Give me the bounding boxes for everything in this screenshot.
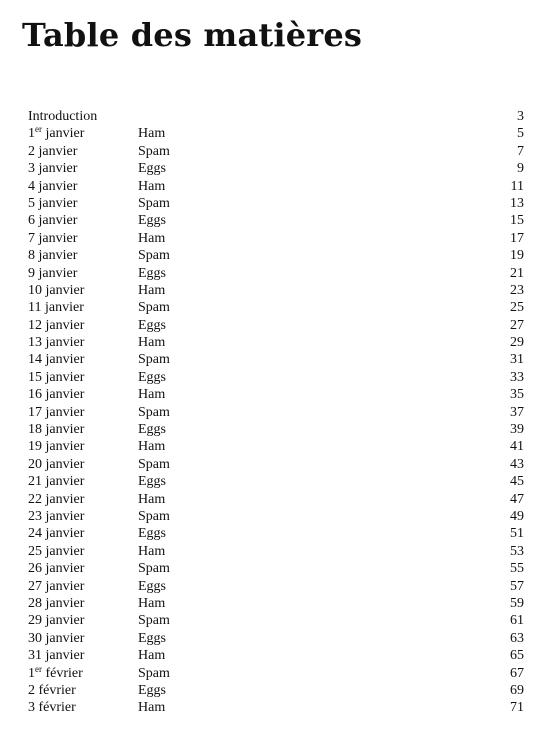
toc-entry-title: Eggs	[138, 213, 166, 229]
toc-entry-day: 18 janvier	[28, 422, 85, 438]
toc-entry-page-number: 23	[510, 282, 524, 298]
toc-entry-date	[28, 265, 77, 282]
toc-entry-title: Eggs	[138, 578, 166, 594]
toc-entry-page-number: 63	[510, 630, 524, 646]
toc-entry-page-number: 51	[510, 526, 524, 542]
toc-entry-date	[28, 317, 84, 334]
toc-entry-page-number: 69	[510, 682, 524, 698]
toc-entry-page-number: 25	[510, 300, 524, 316]
toc-entry-date	[28, 560, 84, 577]
toc-entry-day: 17 janvier	[28, 404, 85, 420]
toc-entry	[28, 473, 524, 490]
toc-entry-title: Spam	[138, 561, 170, 577]
toc-entry-date	[28, 665, 83, 682]
toc-entry-title: Spam	[138, 508, 170, 524]
toc-entry-title: Spam	[138, 456, 170, 472]
toc-entry-page-number: 67	[510, 665, 524, 681]
toc-entry-title: Spam	[138, 352, 170, 368]
toc-entry-page-number: 37	[510, 404, 524, 420]
toc-entry-day: Introduction	[28, 109, 98, 124]
toc-entry	[28, 369, 524, 386]
toc-entry-day: 13 janvier	[28, 335, 85, 351]
toc-entry-title: Spam	[138, 248, 170, 264]
toc-entry	[28, 560, 524, 577]
toc-entry-date	[28, 125, 84, 142]
toc-entry	[28, 282, 524, 299]
toc-entry	[28, 438, 524, 455]
toc-entry-date	[28, 438, 84, 455]
toc-entry-title: Ham	[138, 439, 166, 455]
toc-entry	[28, 247, 524, 264]
toc-entry	[28, 647, 524, 664]
toc-entry	[28, 265, 524, 282]
toc-entry-title: Eggs	[138, 161, 166, 177]
toc-entry-date	[28, 456, 84, 473]
toc-entry-page-number: 33	[510, 369, 524, 385]
toc-entry-title: Ham	[138, 648, 166, 664]
toc-entry-day: 28 janvier	[28, 595, 85, 611]
toc-entry-title: Ham	[138, 543, 166, 559]
toc-entry-day: 1	[28, 665, 35, 681]
toc-entry-day: 26 janvier	[28, 561, 85, 577]
toc-entry-date	[28, 508, 84, 525]
toc-entry-page-number: 21	[510, 265, 524, 281]
toc-entry-page-number: 41	[510, 439, 524, 455]
toc-entry-title: Spam	[138, 300, 170, 316]
toc-entry	[28, 612, 524, 629]
toc-entry	[28, 508, 524, 525]
toc-entry-day: 12 janvier	[28, 317, 85, 333]
toc-entry-title: Ham	[138, 387, 166, 403]
toc-entry-page-number: 5	[517, 126, 524, 142]
toc-entry-page-number: 3	[517, 109, 524, 124]
toc-entry-day: 16 janvier	[28, 387, 85, 403]
toc-entry-day: 9 janvier	[28, 265, 78, 281]
toc-entry-title: Ham	[138, 595, 166, 611]
toc-entry-page-number: 43	[510, 456, 524, 472]
toc-entry-date	[28, 334, 84, 351]
toc-entry-day: 15 janvier	[28, 369, 85, 385]
toc-entry	[28, 230, 524, 247]
toc-entry	[28, 386, 524, 403]
toc-entry	[28, 665, 524, 682]
toc-entry-day: 14 janvier	[28, 352, 85, 368]
toc-entry-page-number: 29	[510, 335, 524, 351]
toc-entry-title: Ham	[138, 126, 166, 142]
toc-entry-day: 2 janvier	[28, 143, 78, 159]
toc-entry-date	[28, 212, 77, 229]
toc-entry	[28, 699, 524, 716]
toc-entry-title: Eggs	[138, 422, 166, 438]
toc-entry-date	[28, 543, 84, 560]
toc-entry-date	[28, 108, 97, 125]
toc-entry	[28, 125, 524, 142]
toc-entry-date	[28, 282, 84, 299]
toc-entry-date	[28, 369, 84, 386]
toc-entry-day: 10 janvier	[28, 282, 85, 298]
toc-entry-day: 5 janvier	[28, 195, 78, 211]
toc-entry-page-number: 35	[510, 387, 524, 403]
toc-entry-date	[28, 682, 76, 699]
toc-entry-day: 4 janvier	[28, 178, 78, 194]
toc-entry	[28, 404, 524, 421]
toc-entry-day: 21 janvier	[28, 474, 85, 490]
toc-entry-page-number: 15	[510, 213, 524, 229]
toc-entry-page-number: 27	[510, 317, 524, 333]
toc-entry-page-number: 47	[510, 491, 524, 507]
toc-entry-date	[28, 247, 77, 264]
toc-entry-page-number: 55	[510, 561, 524, 577]
toc-entry-date	[28, 178, 77, 195]
toc-entry	[28, 212, 524, 229]
toc-entry	[28, 160, 524, 177]
ordinal-suffix: er	[35, 124, 42, 135]
toc-entry	[28, 108, 524, 125]
toc-entry-day: 25 janvier	[28, 543, 85, 559]
toc-entry-page-number: 49	[510, 508, 524, 524]
toc-entry-date	[28, 595, 84, 612]
toc-entry-day: 11 janvier	[28, 300, 84, 316]
toc-entry-date	[28, 612, 84, 629]
toc-entry-day: 23 janvier	[28, 508, 85, 524]
toc-entry-page-number: 13	[510, 195, 524, 211]
toc-entry-page-number: 45	[510, 474, 524, 490]
toc-entry-month: janvier	[42, 126, 85, 142]
toc-entry-day: 3 janvier	[28, 161, 78, 177]
toc-entry-title: Eggs	[138, 474, 166, 490]
toc-entry-date	[28, 473, 84, 490]
toc-entry	[28, 525, 524, 542]
toc-entry	[28, 299, 524, 316]
toc-entry	[28, 334, 524, 351]
toc-entry	[28, 178, 524, 195]
toc-entry-title: Ham	[138, 700, 166, 716]
toc-entry-title: Ham	[138, 491, 166, 507]
toc-entry-page-number: 65	[510, 648, 524, 664]
toc-entry-date	[28, 647, 84, 664]
toc-entry-day: 20 janvier	[28, 456, 85, 472]
toc-entry-title: Eggs	[138, 265, 166, 281]
toc-entry-day: 31 janvier	[28, 648, 85, 664]
toc-entry-date	[28, 143, 77, 160]
toc-entry-page-number: 71	[510, 700, 524, 716]
toc-entry	[28, 682, 524, 699]
toc-entry	[28, 351, 524, 368]
toc-entry-day: 6 janvier	[28, 213, 78, 229]
toc-entry-day: 8 janvier	[28, 248, 78, 264]
toc-entry-date	[28, 421, 84, 438]
toc-entry	[28, 195, 524, 212]
toc-entry-title: Spam	[138, 665, 170, 681]
toc-entry-title: Eggs	[138, 682, 166, 698]
toc-entry-date	[28, 299, 84, 316]
toc-entry-page-number: 11	[510, 178, 524, 194]
toc-entry-title: Eggs	[138, 317, 166, 333]
toc-entry-date	[28, 351, 84, 368]
toc-entry-date	[28, 386, 84, 403]
toc-entry-date	[28, 699, 76, 716]
toc-entry-day: 22 janvier	[28, 491, 85, 507]
toc-entry-day: 27 janvier	[28, 578, 85, 594]
toc-entry	[28, 317, 524, 334]
toc-entry	[28, 421, 524, 438]
toc-entry-title: Ham	[138, 282, 166, 298]
toc-entry-page-number: 59	[510, 595, 524, 611]
toc-entry-title: Ham	[138, 335, 166, 351]
toc-entry-day: 2 février	[28, 682, 76, 698]
ordinal-suffix: er	[35, 663, 42, 674]
toc-entry-title: Spam	[138, 404, 170, 420]
toc-entry-title: Eggs	[138, 630, 166, 646]
toc-entry-day: 7 janvier	[28, 230, 78, 246]
toc-entry-page-number: 39	[510, 422, 524, 438]
toc-entry-date	[28, 230, 77, 247]
toc-entry-page-number: 31	[510, 352, 524, 368]
toc-entry-day: 24 janvier	[28, 526, 85, 542]
toc-entry-date	[28, 195, 77, 212]
toc-entry-date	[28, 491, 84, 508]
toc-entry-title: Spam	[138, 613, 170, 629]
page-title: Table des matières	[22, 16, 363, 54]
toc-entry	[28, 491, 524, 508]
toc-entry-title: Spam	[138, 143, 170, 159]
toc-entry	[28, 595, 524, 612]
toc-entry	[28, 143, 524, 160]
toc-entry-page-number: 57	[510, 578, 524, 594]
toc-entry-page-number: 9	[517, 161, 524, 177]
toc-entry-page-number: 17	[510, 230, 524, 246]
toc-entry-date	[28, 160, 77, 177]
toc-entry-title: Eggs	[138, 526, 166, 542]
toc-entry-date	[28, 404, 84, 421]
toc-entry-day: 29 janvier	[28, 613, 85, 629]
toc-entry-page-number: 61	[510, 613, 524, 629]
toc-entry-day: 19 janvier	[28, 439, 85, 455]
toc-entry-title: Ham	[138, 178, 166, 194]
toc-entry-day: 30 janvier	[28, 630, 85, 646]
toc-entry-page-number: 19	[510, 248, 524, 264]
toc-entry	[28, 578, 524, 595]
toc-entry-date	[28, 630, 84, 647]
toc-entry-month: février	[42, 665, 83, 681]
toc-entry-title: Ham	[138, 230, 166, 246]
toc-entry-day: 1	[28, 126, 35, 142]
toc-entry-title: Eggs	[138, 369, 166, 385]
toc-entry	[28, 456, 524, 473]
toc-entry-page-number: 53	[510, 543, 524, 559]
toc-entry-day: 3 février	[28, 700, 76, 716]
toc-entry	[28, 543, 524, 560]
toc-entry-date	[28, 525, 84, 542]
toc-entry-title: Spam	[138, 195, 170, 211]
table-of-contents	[28, 108, 524, 717]
toc-entry-date	[28, 578, 84, 595]
toc-entry-page-number: 7	[517, 143, 524, 159]
toc-entry	[28, 630, 524, 647]
